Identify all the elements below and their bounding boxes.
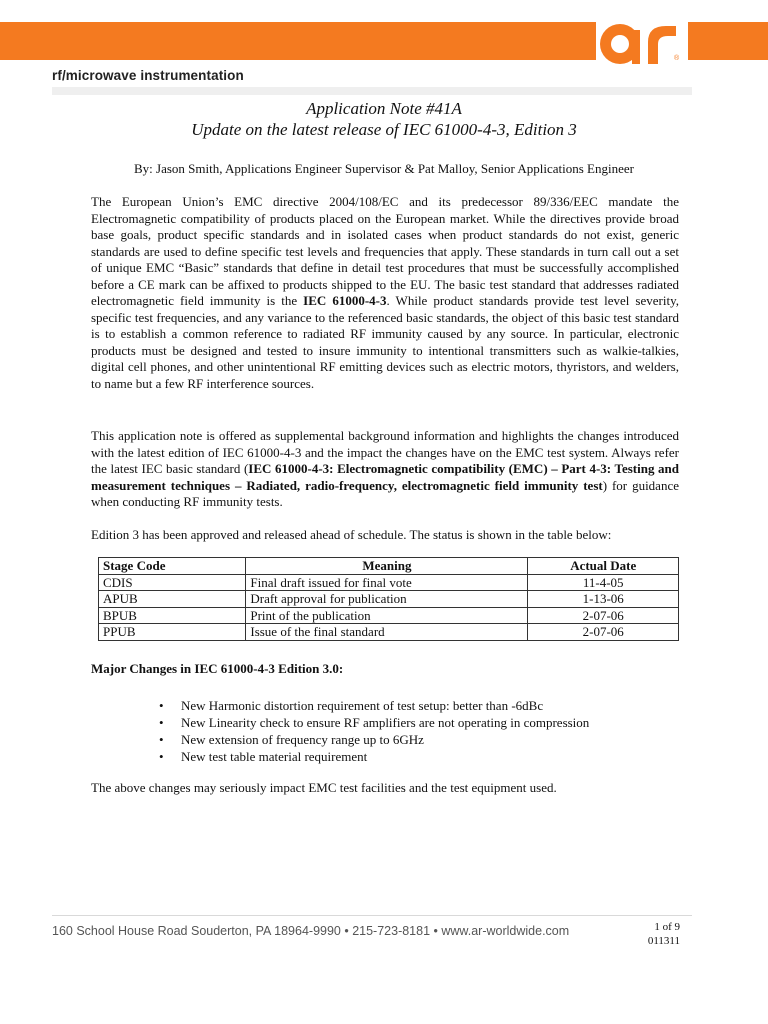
list-item xyxy=(159,731,589,748)
table-row xyxy=(99,591,679,608)
stage-code-cell: PPUB xyxy=(99,624,246,641)
table-header-row xyxy=(99,558,679,575)
stage-code-cell: BPUB xyxy=(99,607,246,624)
actual-date-cell: 1-13-06 xyxy=(528,591,679,608)
purpose-paragraph xyxy=(91,428,679,511)
document-subtitle: Update on the latest release of IEC 61000-4-3, Edition 3 xyxy=(191,120,577,139)
header-watermark xyxy=(52,84,692,98)
company-tagline: rf/microwave instrumentation xyxy=(52,68,244,83)
meaning-cell: Final draft issued for final vote xyxy=(246,574,528,591)
intro-paragraph xyxy=(91,194,679,392)
footer-page-info xyxy=(648,920,680,948)
major-changes-heading: Major Changes in IEC 61000-4-3 Edition 3.0: xyxy=(91,661,344,676)
status-intro-paragraph: Edition 3 has been approved and released ahead of schedule. The status is shown in the table below: xyxy=(91,527,612,542)
bullet-icon: • xyxy=(159,715,164,730)
meaning-cell: Print of the publication xyxy=(246,607,528,624)
major-changes-list xyxy=(159,697,590,765)
intro-standard-name: IEC 61000-4-3 xyxy=(303,293,387,308)
purpose-text-b: ) for guidance when conducting RF immunity tests. xyxy=(91,477,679,509)
intro-text-a: The European Union’s EMC directive 2004/108/EC and its predecessor 89/336/EEC mandate the Electromagnetic compatibility of products placed on the European market. While the directives provide broad base goals, product specific standards and in isolated cases when product standards do not exist, generic standards are used to define specific test levels and frequencies that apply. These standards in turn call out a set of unique EMC “Basic” standards that define in detail test procedures that must be successfully accomplished before a CE mark can be affixed to products shipped to the EU. The basic test standard that addresses radiated electromagnetic field immunity is the xyxy=(91,194,679,308)
intro-text-b: . While product standards provide test level severity, specific test frequencies, and any variance to the referenced basic standards, the object of this basic test standard is to establish a common reference to radiated RF immunity caused by any source. In particular, electronic products must be designed and tested to insure immunity to intentional transmitters such as walkie-talkies, digital cell phones, and other unintentional RF emitting devices such as electric motors, thyristors, and welders, to name but a few RF interference sources. xyxy=(91,293,679,391)
actual-date-cell: 2-07-06 xyxy=(528,607,679,624)
footer-address: 160 School House Road Souderton, PA 18964-9990 • 215-723-8181 • www.ar-worldwide.com xyxy=(52,924,570,938)
purpose-standard-title: IEC 61000-4-3: Electromagnetic compatibility (EMC) – Part 4-3: Testing and measurement techniques – Radiated, radio-frequency, electromagnetic field immunity test xyxy=(91,461,679,493)
document-title: Application Note #41A xyxy=(306,99,462,118)
meaning-cell: Draft approval for publication xyxy=(246,591,528,608)
list-item xyxy=(159,748,589,765)
author-byline: By: Jason Smith, Applications Engineer Supervisor & Pat Malloy, Senior Applications Engineer xyxy=(134,161,634,176)
meaning-cell: Issue of the final standard xyxy=(246,624,528,641)
bullet-icon: • xyxy=(159,698,164,713)
list-item xyxy=(159,714,590,731)
bullet-icon: • xyxy=(159,732,164,747)
list-item-text: New extension of frequency range up to 6GHz xyxy=(181,732,424,747)
column-header-meaning: Meaning xyxy=(246,558,528,575)
table-row xyxy=(99,624,679,641)
list-item-text: New test table material requirement xyxy=(181,749,368,764)
table-row xyxy=(99,574,679,591)
column-header-actual-date: Actual Date xyxy=(528,558,679,575)
document-code: 011311 xyxy=(647,935,680,947)
column-header-stage-code: Stage Code xyxy=(99,558,246,575)
table-row xyxy=(99,607,679,624)
bullet-icon: • xyxy=(159,749,164,764)
status-table xyxy=(98,557,679,641)
list-item-text: New Harmonic distortion requirement of test setup: better than -6dBc xyxy=(181,698,544,713)
footer-divider xyxy=(52,915,692,916)
list-item-text: New Linearity check to ensure RF amplifiers are not operating in compression xyxy=(181,715,590,730)
stage-code-cell: CDIS xyxy=(99,574,246,591)
actual-date-cell: 11-4-05 xyxy=(528,574,679,591)
list-item xyxy=(159,697,589,714)
actual-date-cell: 2-07-06 xyxy=(528,624,679,641)
registered-mark: ® xyxy=(674,55,680,62)
purpose-text-a: This application note is offered as supplemental background information and highlights the changes introduced with the latest edition of IEC 61000-4-3 and the impact the changes have on the EMC test system. Always refer the latest IEC basic standard ( xyxy=(91,428,679,476)
stage-code-cell: APUB xyxy=(99,591,246,608)
closing-sentence: The above changes may seriously impact EMC test facilities and the test equipment used. xyxy=(91,780,557,795)
page-number: 1 of 9 xyxy=(654,921,680,933)
